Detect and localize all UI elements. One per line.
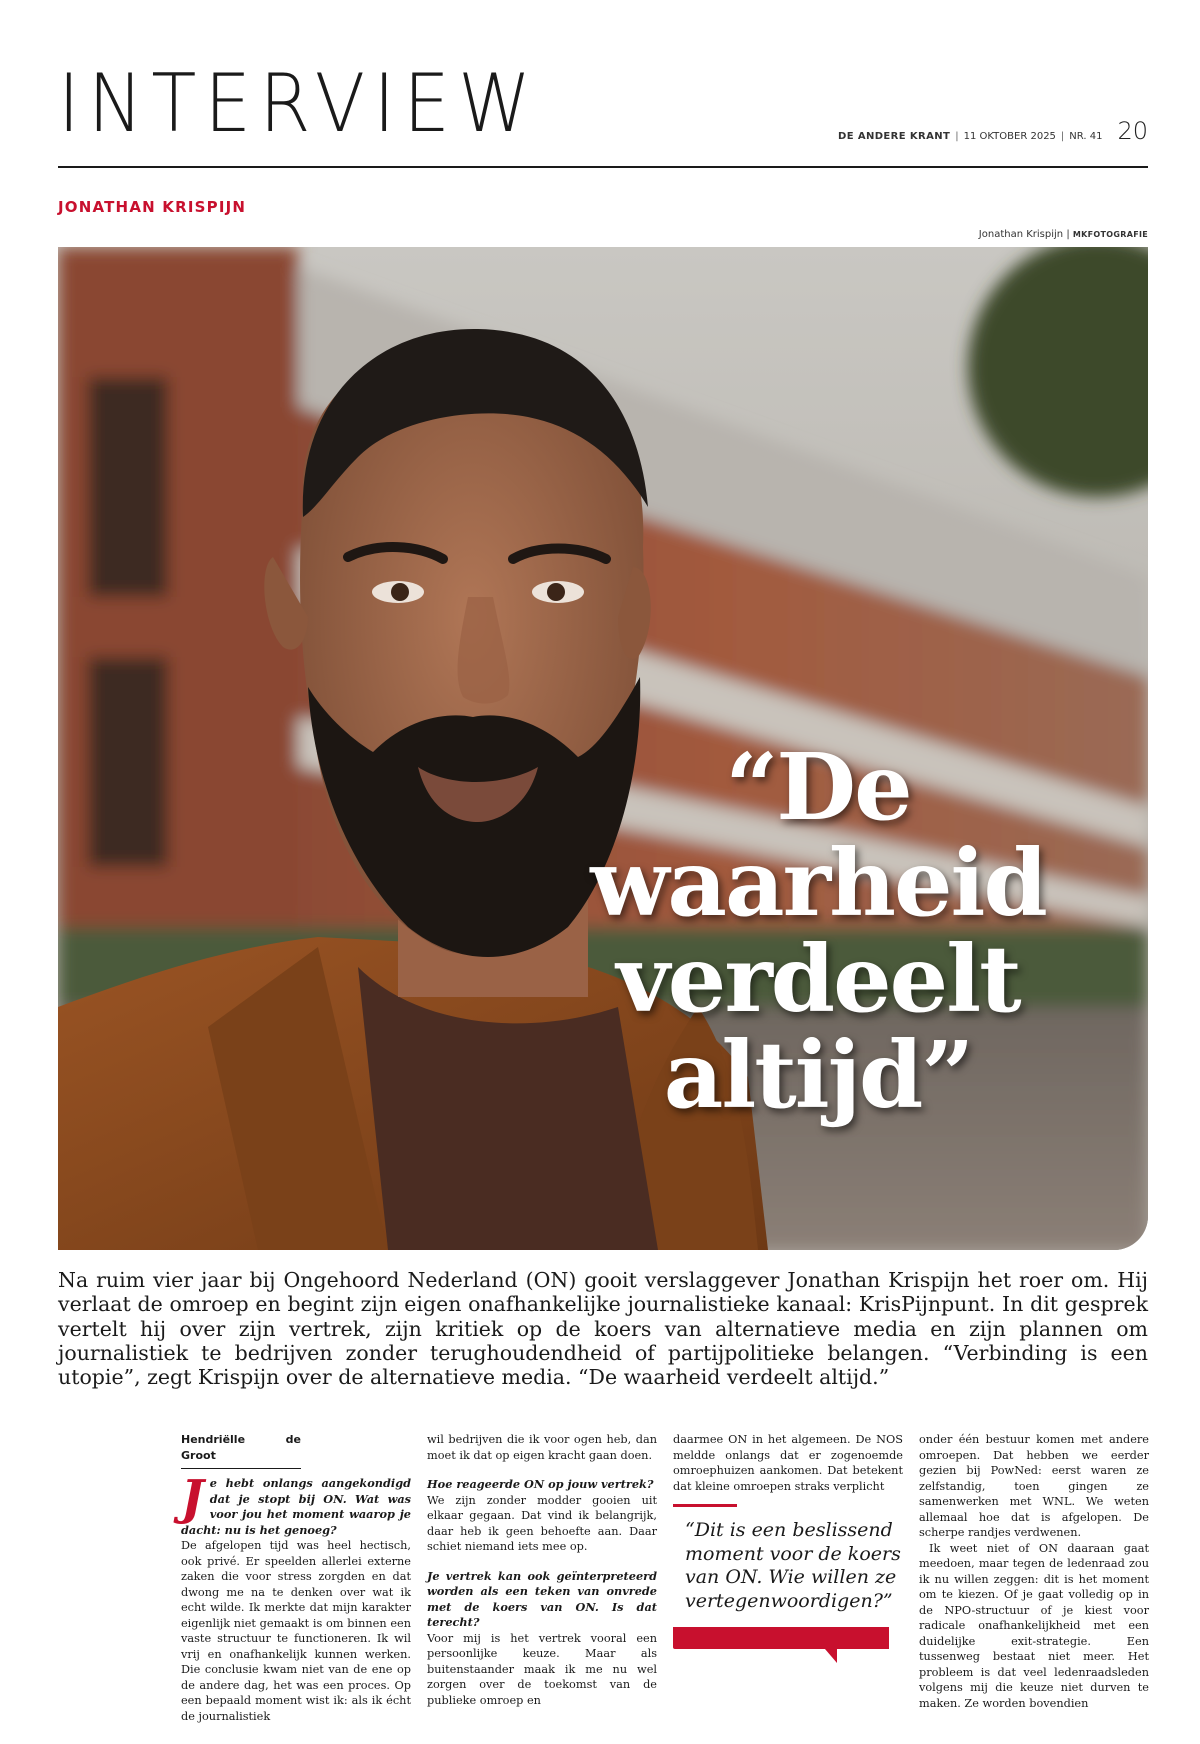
opening-question [181,1470,411,1538]
publication-name: DE ANDERE KRANT [838,131,951,142]
speech-bubble-icon [673,1627,889,1649]
interview-answer: onder één bestuur komen met andere omroepen. Dat hebben we eerder gezien bij PowNed: eerst waren ze zelfstandig, toen gingen ze samenwerken met WNL. We weten allemaal hoe dat is afgelopen. De scherpe randjes verdwenen. [919,1433,1149,1539]
headline-line: “De [725,733,911,841]
photo-credit-separator: | [1066,229,1070,240]
photo-credit [979,229,1148,240]
portrait-photo [58,247,1148,1250]
separator: | [955,131,959,142]
interview-answer: daarmee ON in het algemeen. De NOS meldde onlangs dat er zogenoemde omroephuizen aankomen. Dat betekent dat kleine omroepen straks verplicht [673,1433,903,1493]
body-column-3 [673,1432,903,1494]
page-number: 20 [1117,117,1148,145]
headline-line: verdeelt [616,925,1020,1033]
issue-date: 11 OKTOBER 2025 [963,131,1056,142]
body-column-4 [919,1432,1149,1711]
interview-answer: De afgelopen tijd was heel hectisch, ook privé. Er speelden allerlei externe zaken die voor stress zorgden en dat dwong me na te denken over wat ik echt wilde. Ik merkte dat mijn karakter eigenlijk niet gemaakt is om binnen een vaste structuur te functioneren. Ik wil vrij en onafhankelijk kunnen werken. Die conclusie kwam niet van de ene op de andere dag, het was een proces. Op een bepaald moment wist ik: als ik écht de journalistiek [181,1539,411,1723]
article-kicker: JONATHAN KRISPIJN [58,198,247,216]
issue-number: NR. 41 [1069,131,1103,142]
photo-credit-name: Jonathan Krispijn [978,229,1064,240]
interview-answer: Voor mij is het vertrek vooral een persoonlijke keuze. Maar als buitenstaander maak ik me nu wel zorgen over de toekomst van de publieke omroep en [427,1631,657,1707]
pull-quote [673,1504,903,1649]
interview-answer: wil bedrijven die ik voor ogen heb, dan moet ik dat op eigen kracht gaan doen. [427,1433,657,1462]
headline-quote [538,733,1098,1129]
headline-line: waarheid [590,829,1046,937]
interview-question: Hoe reageerde ON op jouw vertrek? [427,1477,654,1491]
section-title: INTERVIEW [58,57,540,150]
interview-answer: Ik weet niet of ON daaraan gaat meedoen, maar tegen de ledenraad zou ik nu willen zeggen: dit is het moment om te kiezen. Of je gaat volledig op in de NPO-structuur of je kiest voor radicale onafhankelijkheid met een duidelijke exit-strategie. Een tussenweg bestaat niet meer. Het probleem is dat veel ledenraadsleden volgens mij die keuze niet durven te maken. Ze worden bovendien [919,1541,1149,1710]
pull-quote-text: “Dit is een beslissend moment voor de koers van ON. Wie willen ze vertegenwoordigen?” [685,1519,901,1612]
photo-credit-agency: MKFOTOGRAFIE [1072,230,1148,239]
interview-answer: We zijn zonder modder gooien uit elkaar gegaan. Dat vind ik belangrijk, daar heb ik geen behoefte aan. Daar schiet niemand iets mee op. [427,1493,657,1553]
pull-quote-rule [673,1504,737,1507]
interview-question: e hebt onlangs aangekondigd dat je stopt bij ON. Wat was voor jou het moment waarop je dacht: nu is het genoeg? [181,1476,411,1537]
separator: | [1060,131,1065,142]
header-divider [58,166,1148,168]
body-column-2 [427,1432,657,1708]
issue-info [838,117,1148,145]
body-column-1 [181,1432,411,1724]
headline-line: altijd” [663,1021,973,1129]
lead-paragraph: Na ruim vier jaar bij Ongehoord Nederland (ON) gooit verslaggever Jonathan Krispijn het roer om. Hij verlaat de omroep en begint zijn eigen onafhankelijke journalistieke kanaal: KrisPijnpunt. In dit gesprek vertelt hij over zijn vertrek, zijn kritiek op de koers van alternatieve media en zijn plannen om journalistiek te bedrijven zonder terughoudendheid of partijpolitieke belangen. “Verbinding is een utopie”, zegt Krispijn over de alternatieve media. “De waarheid verdeelt altijd.” [58,1268,1148,1390]
interview-question: Je vertrek kan ook geïnterpreteerd worden als een teken van onvrede met de koers van ON. Is dat terecht? [427,1568,657,1629]
article-body [181,1432,1149,1732]
byline: Hendriëlle de Groot [181,1432,301,1469]
drop-cap: J [181,1470,204,1526]
